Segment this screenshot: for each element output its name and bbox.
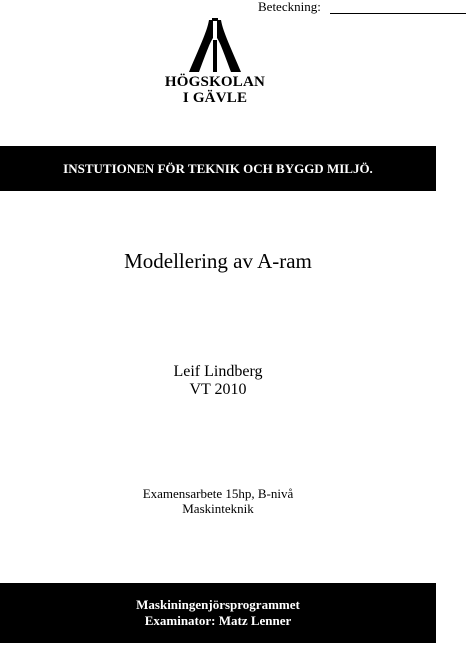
examiner: Examinator: Matz Lenner [144,613,292,628]
subject: Maskinteknik [182,501,254,516]
programme-banner [0,583,436,643]
document-title: Modellering av A-ram [124,249,312,273]
designation-label: Beteckning: [258,0,321,14]
logo-line-1: HÖGSKOLAN [164,74,266,90]
university-logo [160,18,270,106]
thesis-type: Examensarbete 15hp, B-nivå [142,486,294,501]
hogskolan-i-gavle-emblem-icon [185,18,245,74]
logo-line-2: I GÄVLE [182,90,248,106]
author-name: Leif Lindberg [173,363,263,380]
programme-name: Maskiningenjörsprogrammet [136,597,300,612]
designation-blank-line [330,13,466,14]
term: VT 2010 [189,381,247,398]
department-name: INSTUTIONEN FÖR TEKNIK OCH BYGGD MILJÖ. [63,160,373,176]
department-banner [0,146,436,191]
